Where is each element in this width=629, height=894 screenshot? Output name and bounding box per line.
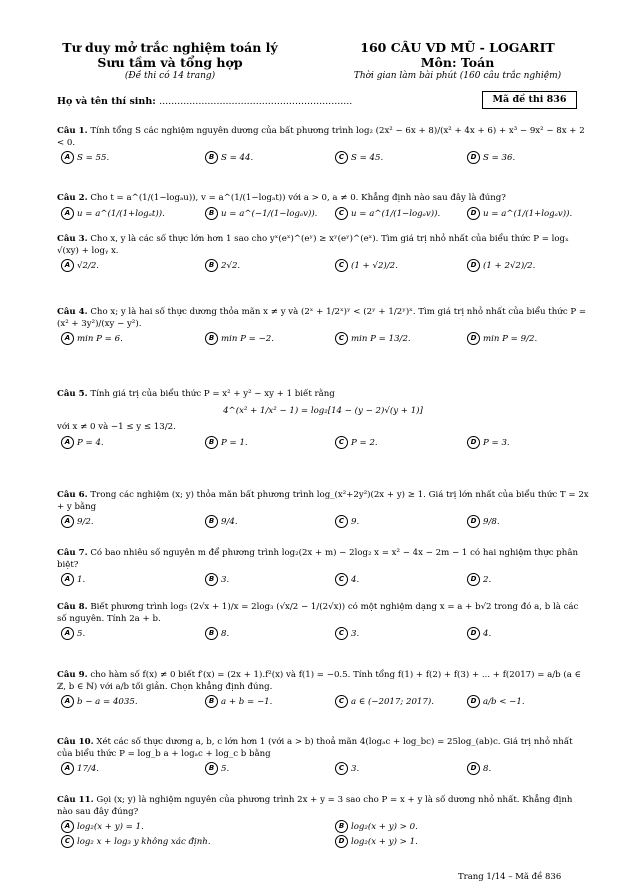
letter-circle: B: [205, 695, 218, 708]
question-number: Câu 9.: [57, 670, 88, 680]
option-text: 2√2.: [221, 261, 241, 271]
option-c[interactable]: [335, 332, 411, 346]
option-text: √2/2.: [77, 261, 100, 271]
letter-circle: C: [335, 332, 348, 345]
option-text: 17/4.: [77, 764, 100, 774]
option-text: a/b < −1.: [483, 697, 525, 707]
letter-circle: A: [61, 332, 74, 345]
question-5: [57, 389, 589, 449]
letter-circle: D: [467, 762, 480, 775]
letter-circle: C: [335, 573, 348, 586]
option-text: min P = −2.: [221, 334, 275, 344]
question-stem: Cho t = a^(1/(1−logₐu)), v = a^(1/(1−logₐt)) với a > 0, a ≠ 0. Khẳng định nào sau đây là đúng?: [90, 193, 506, 203]
option-b[interactable]: [205, 207, 317, 221]
question-stem: Trong các nghiệm (x; y) thỏa mãn bất phương trình log_(x²+2y²)(2x + y) ≥ 1. Giá trị lớn nhất của biểu thức T = 2x + y bằng: [57, 490, 589, 512]
option-b[interactable]: [205, 332, 274, 346]
option-text: 5.: [221, 764, 230, 774]
option-text: P = 1.: [221, 437, 248, 448]
option-b[interactable]: [335, 820, 418, 834]
option-b[interactable]: [205, 151, 253, 165]
option-text: log₂(x + y) > 1.: [351, 837, 418, 847]
question-stem: Tính giá trị của biểu thức P = x² + y² − xy + 1 biết rằng: [90, 389, 335, 399]
option-text: log₂(x + y) > 0.: [351, 822, 418, 832]
option-text: 9.: [351, 517, 360, 527]
option-text: 3.: [351, 764, 360, 774]
option-b[interactable]: [205, 627, 229, 641]
option-text: 9/4.: [221, 517, 238, 527]
letter-circle: C: [335, 627, 348, 640]
letter-circle: B: [205, 259, 218, 272]
option-a[interactable]: [61, 695, 138, 709]
letter-circle: B: [205, 515, 218, 528]
option-text: (1 + 2√2)/2.: [483, 261, 536, 271]
letter-circle: A: [61, 627, 74, 640]
option-text: u = a^(1/(1+logₐt)).: [77, 208, 165, 219]
exam-title: 160 CÂU VD MŨ - LOGARIT: [360, 40, 555, 55]
letter-circle: C: [335, 259, 348, 272]
option-text: u = a^(1/(1+logₐv)).: [483, 208, 573, 219]
letter-circle: D: [467, 515, 480, 528]
letter-circle: A: [61, 207, 74, 220]
question-number: Câu 2.: [57, 193, 88, 203]
option-text: S = 55.: [77, 153, 110, 163]
option-d[interactable]: [467, 762, 491, 776]
option-a[interactable]: [61, 515, 94, 529]
question-condition: với x ≠ 0 và −1 ≤ y ≤ 13/2.: [57, 422, 176, 432]
student-name-label: Họ và tên thí sinh:: [57, 96, 156, 107]
question-6: [57, 490, 589, 528]
option-text: S = 44.: [221, 153, 254, 163]
letter-circle: D: [467, 259, 480, 272]
page-count-note: (Đề thi có 14 trang): [124, 71, 216, 81]
question-number: Câu 3.: [57, 234, 88, 244]
option-text: (1 + √2)/2.: [351, 261, 398, 271]
option-b[interactable]: [205, 695, 272, 709]
option-c[interactable]: [335, 762, 359, 776]
option-a[interactable]: [61, 627, 85, 641]
letter-circle: D: [467, 695, 480, 708]
question-11: [57, 795, 589, 848]
letter-circle: A: [61, 259, 74, 272]
subject: Môn: Toán: [420, 55, 495, 70]
question-stem: Xét các số thực dương a, b, c lớn hơn 1 (với a > b) thoả mãn 4(logₐc + log_bc) = 25log_(ab)c. Giá trị nhỏ nhất của biểu thức P = log_b a + logₐc + log_c b bằng: [57, 737, 573, 759]
option-text: u = a^(1/(1−logₐv)).: [351, 208, 441, 219]
letter-circle: B: [205, 762, 218, 775]
option-text: P = 3.: [483, 437, 510, 448]
time-note: Thời gian làm bài phút (160 câu trắc nghiệm): [353, 71, 562, 81]
letter-circle: C: [335, 515, 348, 528]
letter-circle: C: [335, 151, 348, 164]
option-b[interactable]: [205, 436, 248, 450]
option-a[interactable]: [61, 151, 109, 165]
question-number: Câu 5.: [57, 389, 88, 399]
question-stem: Cho x, y là các số thực lớn hơn 1 sao cho yˣ(eˣ)^(eʸ) ≥ xʸ(eʸ)^(eˣ). Tìm giá trị nhỏ nhất của biểu thức P = logₓ √(xy) + logᵧ x.: [57, 234, 569, 256]
letter-circle: B: [335, 820, 348, 833]
question-10: [57, 737, 589, 775]
option-c[interactable]: [335, 207, 440, 221]
option-text: 3.: [221, 575, 230, 585]
option-c[interactable]: [335, 151, 383, 165]
letter-circle: A: [61, 820, 74, 833]
school-subtitle: Sưu tầm và tổng hợp: [97, 55, 243, 70]
option-text: min P = 6.: [77, 334, 123, 344]
letter-circle: D: [467, 332, 480, 345]
question-4: [57, 307, 589, 345]
letter-circle: D: [467, 151, 480, 164]
option-a[interactable]: [61, 207, 165, 221]
option-text: 2.: [483, 575, 492, 585]
option-c[interactable]: [335, 259, 398, 273]
option-text: P = 4.: [77, 437, 104, 448]
exam-header: [325, 40, 590, 83]
option-d[interactable]: [467, 573, 491, 587]
option-a[interactable]: [61, 573, 85, 587]
option-text: a ∈ (−2017; 2017).: [351, 697, 434, 707]
option-text: 4.: [351, 575, 360, 585]
letter-circle: A: [61, 695, 74, 708]
letter-circle: B: [205, 573, 218, 586]
question-stem: Có bao nhiêu số nguyên m để phương trình log₂(2x + m) − 2log₂ x = x² − 4x − 2m − 1 có hai nghiệm thực phân biệt?: [57, 548, 579, 570]
question-stem: Biết phương trình log₅ (2√x + 1)/x = 2log₃ (√x/2 − 1/(2√x)) có một nghiệm dạng x = a + b√2 trong đó a, b là các số nguyên. Tính 2a + b.: [57, 602, 579, 624]
option-text: log₂ x + log₃ y không xác định.: [77, 837, 211, 847]
option-c[interactable]: [335, 573, 359, 587]
option-a[interactable]: [61, 259, 99, 273]
option-b[interactable]: [205, 259, 240, 273]
option-c[interactable]: [61, 835, 211, 849]
option-d[interactable]: [335, 835, 418, 849]
option-a[interactable]: [61, 436, 104, 450]
school-title: Tư duy mở trắc nghiệm toán lý: [62, 40, 278, 55]
question-number: Câu 11.: [57, 795, 94, 805]
question-stem: Gọi (x; y) là nghiệm nguyên của phương trình 2x + y = 3 sao cho P = x + y là số dương nhỏ nhất. Khẳng định nào sau đây đúng?: [57, 795, 573, 817]
question-number: Câu 1.: [57, 126, 88, 136]
option-text: 8.: [483, 764, 492, 774]
letter-circle: B: [205, 436, 218, 449]
option-d[interactable]: [467, 332, 537, 346]
option-c[interactable]: [335, 695, 434, 709]
option-d[interactable]: [467, 627, 491, 641]
option-text: min P = 13/2.: [351, 334, 411, 344]
option-text: 9/2.: [77, 517, 94, 527]
letter-circle: D: [467, 436, 480, 449]
question-stem: Tính tổng S các nghiệm nguyên dương của bất phương trình log₂ (2x² − 6x + 8)/(x² + 4x + 6) + x³ − 9x² − 8x + 2 < 0.: [57, 126, 585, 148]
option-text: 8.: [221, 629, 230, 639]
option-d[interactable]: [467, 151, 515, 165]
option-d[interactable]: [467, 207, 572, 221]
letter-circle: D: [335, 835, 348, 848]
option-c[interactable]: [335, 436, 378, 450]
option-text: log₂(x + y) = 1.: [77, 822, 144, 832]
option-a[interactable]: [61, 762, 99, 776]
letter-circle: B: [205, 627, 218, 640]
letter-circle: C: [61, 835, 74, 848]
question-number: Câu 7.: [57, 548, 88, 558]
option-text: 5.: [77, 629, 86, 639]
letter-circle: C: [335, 695, 348, 708]
letter-circle: B: [205, 332, 218, 345]
option-d[interactable]: [467, 259, 535, 273]
question-stem: cho hàm số f(x) ≠ 0 biết f′(x) = (2x + 1).f²(x) và f(1) = −0.5. Tính tổng f(1) + f(2) + f(3) + ... + f(2017) = a/b (a ∈ ℤ, b ∈ ℕ) với a/b tối giản. Chọn khẳng định đúng.: [57, 670, 581, 692]
option-text: min P = 9/2.: [483, 334, 538, 344]
question-9: [57, 670, 589, 708]
option-b[interactable]: [205, 762, 229, 776]
letter-circle: C: [335, 207, 348, 220]
question-7: [57, 548, 589, 586]
option-a[interactable]: [61, 820, 144, 834]
option-d[interactable]: [467, 695, 525, 709]
letter-circle: C: [335, 436, 348, 449]
option-d[interactable]: [467, 515, 500, 529]
option-c[interactable]: [335, 515, 359, 529]
option-b[interactable]: [205, 573, 229, 587]
option-text: 4.: [483, 629, 492, 639]
question-number: Câu 6.: [57, 490, 88, 500]
option-text: S = 45.: [351, 153, 384, 163]
question-number: Câu 4.: [57, 307, 88, 317]
letter-circle: A: [61, 151, 74, 164]
question-3: [57, 234, 589, 272]
option-text: a + b = −1.: [221, 697, 273, 707]
page-footer: Trang 1/14 – Mã đề 836: [458, 872, 562, 882]
letter-circle: D: [467, 627, 480, 640]
option-text: u = a^(−1/(1−logₐv)).: [221, 208, 318, 219]
letter-circle: B: [205, 151, 218, 164]
option-c[interactable]: [335, 627, 359, 641]
exam-code-box: Mã đề thi 836: [482, 91, 577, 109]
question-number: Câu 8.: [57, 602, 88, 612]
letter-circle: D: [467, 207, 480, 220]
option-text: 9/8.: [483, 517, 500, 527]
question-formula: 4^(x² + 1/x² − 1) = log₂[14 − (y − 2)√(y + 1)]: [223, 405, 423, 416]
question-stem: Cho x; y là hai số thực dương thỏa mãn x ≠ y và (2ˣ + 1/2ˣ)ʸ < (2ʸ + 1/2ʸ)ˣ. Tìm giá trị nhỏ nhất của biểu thức P = (x² + 3y²)/(xy − y²).: [57, 307, 587, 329]
letter-circle: A: [61, 573, 74, 586]
question-2: [57, 193, 589, 220]
question-number: Câu 10.: [57, 737, 94, 747]
student-name-dots: ................................................................: [159, 96, 353, 107]
letter-circle: A: [61, 436, 74, 449]
option-text: S = 36.: [483, 153, 516, 163]
option-text: b − a = 4035.: [77, 697, 138, 707]
option-text: 3.: [351, 629, 360, 639]
question-1: [57, 126, 589, 164]
letter-circle: A: [61, 515, 74, 528]
option-text: P = 2.: [351, 437, 378, 448]
option-d[interactable]: [467, 436, 510, 450]
letter-circle: B: [205, 207, 218, 220]
option-a[interactable]: [61, 332, 123, 346]
letter-circle: C: [335, 762, 348, 775]
school-header: [55, 40, 285, 83]
letter-circle: A: [61, 762, 74, 775]
option-b[interactable]: [205, 515, 238, 529]
option-text: 1.: [77, 575, 86, 585]
letter-circle: D: [467, 573, 480, 586]
student-name-line: [57, 96, 352, 107]
question-8: [57, 602, 589, 640]
